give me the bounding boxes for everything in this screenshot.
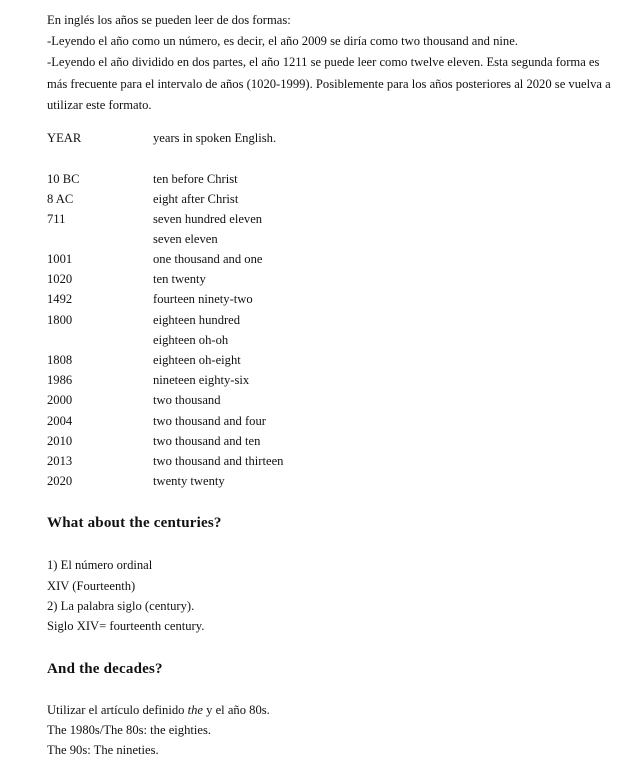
intro-line-2: -Leyendo el año como un número, es decir, el año 2009 se diría como two thousand and nine. [47,34,518,49]
table-cell-spoken: eight after Christ [153,192,239,206]
decades-line-1-end: y el año 80s. [202,703,270,717]
table-row [47,454,567,474]
table-row [47,393,567,413]
table-row [47,272,567,292]
table-cell-spoken: eighteen oh-oh [153,333,229,347]
table-cell-year: 1808 [47,353,73,367]
centuries-line-2: XIV (Fourteenth) [47,579,136,593]
table-row [47,333,567,353]
table-row [47,172,567,192]
table-cell-year: 2010 [47,434,73,448]
table-row [47,414,567,434]
table-cell-spoken: two thousand and thirteen [153,454,284,468]
table-row [47,373,567,393]
table-row [47,212,567,232]
table-cell-year: 1492 [47,292,73,306]
decades-line-1-start: Utilizar el artículo definido [47,703,188,717]
table-cell-year: 2020 [47,474,73,488]
table-cell-year: 2004 [47,414,73,428]
table-cell-spoken: ten before Christ [153,172,238,186]
intro-line-3: -Leyendo el año dividido en dos partes, el año 1211 se puede leer como twelve eleven. Esta segunda forma es más frecuente para el intervalo de años (1020-1999). Posiblemente para los años posteriores al 2020 se vuelva a utilizar este formato. [47,55,611,112]
table-row [47,192,567,212]
table-header-spoken: years in spoken English. [153,131,277,145]
centuries-line-3: 2) La palabra siglo (century). [47,599,195,613]
decades-line-1 [47,703,270,718]
table-cell-year: 10 BC [47,172,80,186]
table-row [47,313,567,333]
table-cell-year: 2013 [47,454,73,468]
table-cell-spoken: fourteen ninety-two [153,292,253,306]
centuries-line-1: 1) El número ordinal [47,558,153,572]
table-cell-spoken: seven eleven [153,232,218,246]
table-row [47,292,567,312]
table-cell-year: 2000 [47,393,73,407]
table-cell-spoken: two thousand and four [153,414,266,428]
decades-line-1-article: the [187,703,203,717]
centuries-heading: What about the centuries? [47,515,222,531]
table-cell-spoken: one thousand and one [153,252,263,266]
table-cell-year: 1020 [47,272,73,286]
table-cell-spoken: two thousand [153,393,221,407]
table-row [47,232,567,252]
table-cell-spoken: ten twenty [153,272,206,286]
table-row [47,252,567,272]
table-row [47,474,567,494]
table-cell-spoken: two thousand and ten [153,434,261,448]
table-cell-year: 1986 [47,373,73,387]
table-cell-year: 1800 [47,313,73,327]
table-cell-year: 8 AC [47,192,74,206]
table-row [47,434,567,454]
intro-line-1: En inglés los años se pueden leer de dos formas: [47,13,291,27]
table-cell-year: 1001 [47,252,73,266]
table-cell-spoken: twenty twenty [153,474,225,488]
table-cell-spoken: seven hundred eleven [153,212,263,226]
table-cell-spoken: eighteen hundred [153,313,241,327]
table-row [47,353,567,373]
decades-heading: And the decades? [47,661,163,677]
table-cell-year: 711 [47,212,66,226]
intro-paragraph [47,10,612,116]
decades-line-2: The 1980s/The 80s: the eighties. [47,723,212,737]
table-cell-spoken: nineteen eighty-six [153,373,250,387]
table-header-row [47,131,567,151]
centuries-line-4: Siglo XIV= fourteenth century. [47,619,205,633]
table-cell-spoken: eighteen oh-eight [153,353,241,367]
decades-line-3: The 90s: The nineties. [47,743,159,757]
table-header-year: YEAR [47,131,82,145]
